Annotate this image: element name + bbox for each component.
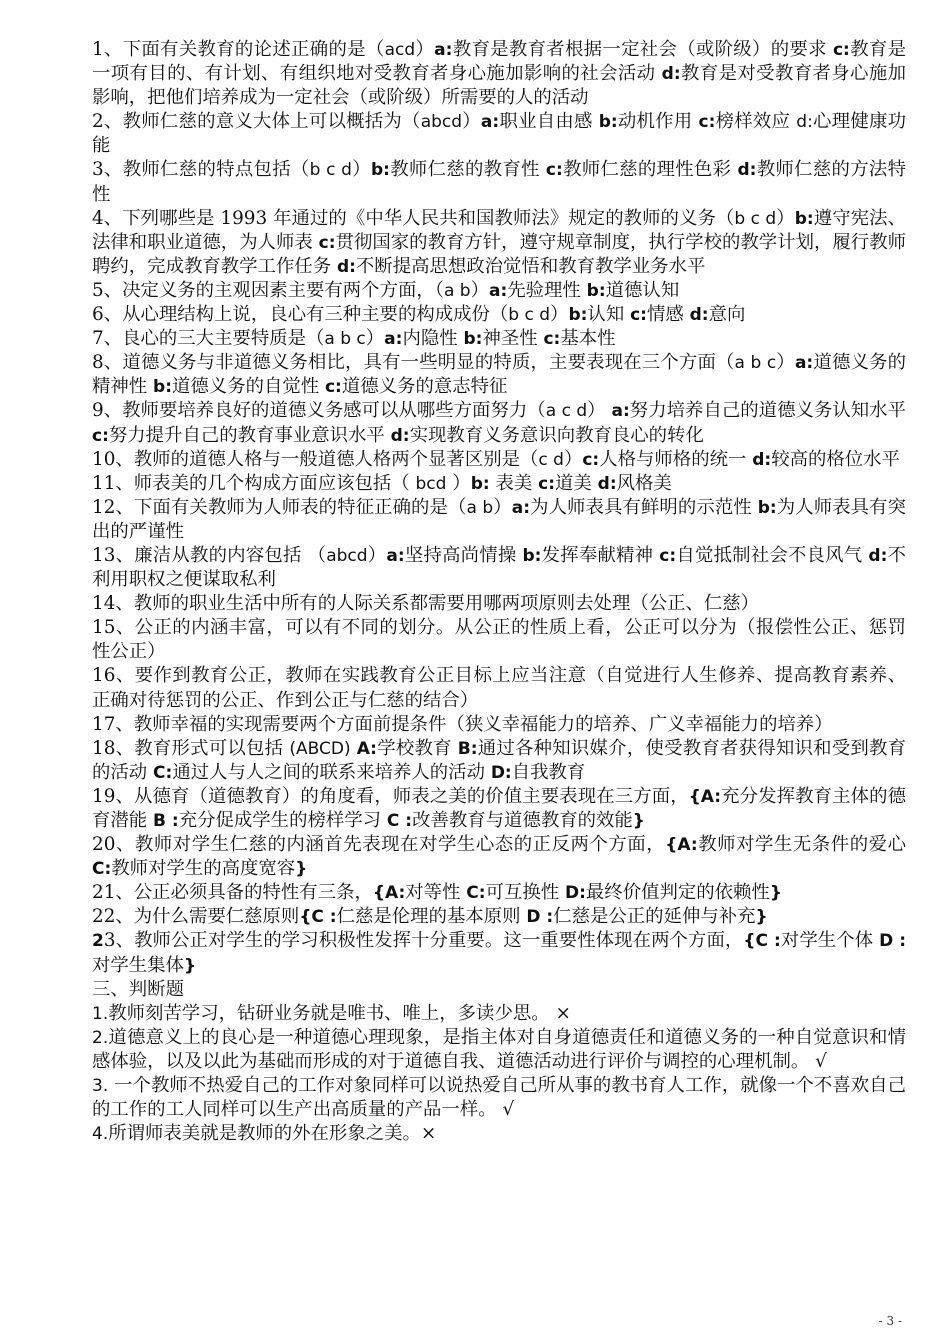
text-segment: } [755,907,768,928]
text-segment: b: [370,160,390,181]
text-segment: d: [689,305,709,326]
question-item [92,1122,906,1146]
question-item [92,38,906,110]
text-segment: b: [598,112,618,133]
text-segment: a: [511,497,531,518]
text-segment: ） [462,111,481,133]
text-segment: 表美 [489,472,539,494]
text-segment: a b c [324,329,366,350]
text-segment: B : [153,811,179,831]
text-segment: abcd [326,545,368,566]
text-segment: a b [443,280,471,301]
text-segment: {A: [665,835,698,856]
question-item [92,785,906,833]
text-segment: b: [757,497,777,518]
text-segment: c: [630,305,647,326]
document-body [92,38,906,1146]
text-segment: 7、良心的三大主要特质是（ [92,328,325,350]
text-segment: b: [153,377,172,398]
text-segment: 4、下列哪些是 1993 年通过的《中华人民共和国教师法》规定的教师的义务（ [92,207,735,229]
question-item [92,544,906,592]
text-segment: 风格美 [616,472,672,494]
text-segment: c: [659,545,677,566]
text-segment: 2. [92,1027,109,1048]
text-segment: ） [367,544,387,566]
text-segment: 认知 [587,304,631,326]
text-segment: 4. [92,1124,109,1145]
page-number: - 3 - [878,1314,902,1328]
text-segment: 17、教师幸福的实现需要两个方面前提条件（狭义幸福能力的培养、广义幸福能力的培养） [92,713,833,735]
text-segment: ） [470,279,489,301]
text-segment: 发挥奉献精神 [541,544,660,566]
text-segment: 15、公正的内涵丰富，可以有不同的划分。从公正的性质上看，公正可以分为（报偿性公正、惩罚性公正） [92,617,906,663]
text-segment: 16、要作到教育公正，教师在实践教育公正目标上应当注意（自觉进行人生修养、提高教育素养、正确对待惩罚的公正、作到公正与仁慈的结合） [92,665,906,711]
text-segment: 道德义务的精神性 [92,352,906,398]
text-segment: 道德义务的自觉性 [172,376,325,398]
text-segment: d: [752,449,772,470]
text-segment: 为人师表具有鲜明的示范性 [530,496,758,518]
text-segment: b c d [734,208,777,229]
question-item [92,351,906,399]
text-segment: d: [661,64,681,85]
text-segment: 先验理性 [507,279,587,301]
text-segment: 教师刻苦学习，钻研业务就是唯书、唯上，多读少思。 × [108,1002,571,1024]
text-segment: 11、师表美的几个构成方面应该包括（ [92,472,416,494]
text-segment: c: [92,425,109,446]
text-segment: 实现教育义务意识向教育良心的转化 [409,424,704,446]
text-segment: 充分促成学生的榜样学习 [178,810,387,831]
text-segment: a: [611,401,630,422]
text-segment: 所谓师表美就是教师的外在形象之美。× [108,1123,437,1145]
question-item [92,1074,906,1122]
text-segment: D: [490,762,512,783]
question-item [92,664,906,712]
text-segment: 22、为什么需要仁慈原则 [92,906,300,928]
text-segment: 2、教师仁慈的意义大体上可以概括为（ [92,111,421,133]
text-segment: 道美 [555,472,598,494]
text-segment: a: [488,280,508,301]
text-segment: b: [522,545,542,566]
question-item [92,327,906,351]
text-segment: } [295,859,308,880]
text-segment: a c d [545,401,588,422]
text-segment: 2 [92,931,104,952]
text-segment: a: [384,329,403,350]
text-segment: 榜样效应 [715,111,797,133]
text-segment: 对学生集体 [92,954,184,976]
text-segment: 3、教师仁慈的特点包括（ [92,159,310,181]
text-segment: D : [879,931,907,952]
text-segment: 对等性 [405,882,467,904]
text-segment: {C : [743,931,781,952]
text-segment: c d [538,449,564,470]
text-segment: a: [480,112,500,133]
text-segment: 不断提高思想政治觉悟和教育教学业务水平 [355,255,706,277]
text-segment: ） [365,328,385,350]
text-segment: 20、教师对学生仁慈的内涵首先表现在对学生心态的正反两个方面， [92,834,666,856]
text-segment: C : [386,811,413,831]
text-segment: B: [457,738,478,759]
text-segment: ） [493,496,512,518]
text-segment: C: [153,762,173,783]
text-segment: 意向 [708,304,746,326]
text-segment: 道德认知 [605,279,680,301]
question-item [92,207,906,279]
question-item [92,616,906,664]
text-segment: c: [545,160,563,181]
question-item [92,448,906,472]
text-segment: 3、教师公正对学生的学习积极性发挥十分重要。这一重要性体现在两个方面， [103,930,744,952]
text-segment: 可互换性 [485,882,565,904]
text-segment: a: [386,545,405,566]
question-item [92,737,906,785]
question-item [92,303,906,327]
text-segment: ） [446,472,471,494]
text-segment: 贯彻国家的教育方针，遵守规章制度，执行学校的教学计划，履行教师聘约，完成教育教学工作任务 [92,231,906,277]
text-segment: 改善教育与道德教育的效能 [412,810,633,831]
text-segment: 为人师表具有突出的严谨性 [92,496,906,542]
text-segment: 教师仁慈的教育性 [389,159,546,181]
text-segment: 职业自由感 [499,111,599,133]
text-segment: C: [92,859,112,880]
text-segment: {C : [299,907,337,928]
text-segment: ） [776,352,795,374]
text-segment: 13、廉洁从教的内容包括 （ [92,544,327,566]
text-segment: a b c [734,353,777,374]
text-segment: 教师仁慈的理性色彩 [562,159,738,181]
text-segment: 不利用职权之便谋取私利 [92,544,906,591]
text-segment: } [769,883,782,904]
text-segment: d: [390,425,410,446]
text-segment: {A: [372,883,406,904]
question-item [92,881,906,905]
question-item [92,978,906,1002]
text-segment: A: [356,738,377,759]
question-item [92,905,906,929]
text-segment: 自我教育 [511,761,586,783]
text-segment: b: [463,329,483,350]
question-item [92,592,906,616]
text-segment: ） [351,159,371,181]
text-segment: D : [526,907,554,928]
text-segment: 内隐性 [402,328,464,350]
text-segment: acd [384,40,416,60]
question-item [92,472,906,496]
text-segment: c: [543,329,561,350]
text-segment: } [632,811,645,831]
text-segment: 1、下面有关教育的论述正确的是（ [92,39,385,60]
text-segment: 1. [92,1003,109,1024]
text-segment: ） [415,39,435,60]
text-segment: 教师仁慈的方法特性 [92,159,906,205]
text-segment: 对学生个体 [780,930,880,952]
text-segment: 充分发挥教育主体的德育潜能 [92,785,906,831]
text-segment: 通过各种知识媒介，使受教育者获得知识和受到教育的活动 [92,737,906,783]
text-segment: abcd [420,112,463,133]
text-segment: 教育是教育者根据一定社会（或阶级）的要求 [452,39,833,60]
text-segment: ） [587,400,612,422]
text-segment: c: [324,377,342,398]
text-segment: } [183,955,197,976]
text-segment: 教师对学生无条件的爱心 [697,834,906,856]
text-segment: ） [776,207,795,229]
text-segment: 通过人与人之间的联系来培养人的活动 [172,761,491,783]
text-segment: 人格与师格的统一 [599,448,753,470]
text-segment: c: [698,112,716,133]
text-segment: C: [466,883,486,904]
question-item [92,1002,906,1026]
text-segment: 最终价值判定的依赖性 [585,882,770,904]
text-segment: b: [568,305,588,326]
text-segment: 14、教师的职业生活中所有的人际关系都需要用哪两项原则去处理（公正、仁慈） [92,593,760,615]
text-segment: 10、教师的道德人格与一般道德人格两个显著区别是（ [92,448,539,470]
text-segment: c: [538,473,556,494]
text-segment: 3. [92,1076,109,1097]
text-segment: 坚持高尚情操 [404,544,523,566]
text-segment: a: [434,40,453,60]
text-segment: 学校教育 [376,737,458,759]
text-segment: 一个教师不热爱自己的工作对象同样可以说热爱自己所从事的教书育人工作，就像一个不喜欢自己的工作的工人同样可以生产出高质量的产品一样。 √ [92,1075,906,1121]
text-segment: 情感 [646,304,690,326]
text-segment: 教育是一项有目的、有计划、有组织地对受教育者身心施加影响的社会活动 [92,39,906,85]
text-segment: 18、教育形式可以包括 [92,737,290,759]
text-segment: b: [586,280,606,301]
question-item [92,158,906,206]
text-segment: d: [737,160,757,181]
question-item [92,496,906,544]
text-segment: (ABCD) [289,738,351,759]
text-segment: b: [470,473,490,494]
text-segment: 19、从德育（道德教育）的角度看，师表之美的价值主要表现在三方面， [92,785,689,807]
question-item [92,399,906,447]
text-segment: 道德义务的意志特征 [341,376,508,398]
text-segment: 5、决定义务的主观因素主要有两个方面，（ [92,279,444,301]
text-segment: 21、公正必须具备的特性有三条， [92,882,373,904]
text-segment: ） [563,448,583,470]
text-segment: 6、从心理结构上说，良心有三种主要的构成成份（ [92,304,509,326]
text-segment: a b [466,497,494,518]
text-segment: c: [582,449,600,470]
text-segment: d: [796,112,813,133]
text-segment: 12、下面有关教师为人师表的特征正确的是（ [92,496,467,518]
question-item [92,110,906,158]
text-segment: 9、教师要培养良好的道德义务感可以从哪些方面努力（ [92,400,546,422]
text-segment: b c d [508,305,551,326]
text-segment: 努力提升自己的教育事业意识水平 [108,424,391,446]
text-segment: 仁慈是公正的延伸与补充 [553,906,756,928]
text-segment: 心理健康功能 [92,111,906,157]
question-item [92,929,906,977]
text-segment: 教育是对受教育者身心施加影响，把他们培养成为一定社会（或阶级）所需要的人的活动 [92,63,906,109]
text-segment: 教师对学生的高度宽容 [111,858,296,880]
text-segment: 三、判断题 [92,978,184,1000]
text-segment: 道德意义上的良心是一种道德心理现象，是指主体对自身道德责任和道德义务的一种自觉意识和情感体验，以及以此为基础而形成的对于道德自我、道德活动进行评价与调控的心理机制。 √ [92,1026,906,1072]
text-segment: c: [318,232,336,253]
question-item [92,279,906,303]
text-segment: d: [336,256,356,277]
text-segment: 较高的格位水平 [771,448,900,470]
text-segment: 遵守宪法、法律和职业道德，为人师表 [92,207,906,253]
text-segment: D: [564,883,586,904]
text-segment: 努力培养自己的道德义务认知水平 [629,400,906,422]
text-segment: ） [550,304,569,326]
text-segment: a: [794,353,814,374]
text-segment: d: [868,545,888,566]
text-segment: 基本性 [560,328,616,350]
text-segment: 8、道德义务与非道德义务相比，具有一些明显的特质，主要表现在三个方面（ [92,352,735,374]
text-segment: b: [794,208,814,229]
text-segment: b c d [309,160,352,181]
text-segment: {A: [688,786,722,807]
text-segment: 动机作用 [617,111,699,133]
question-item [92,833,906,881]
text-segment: d: [597,473,617,494]
text-segment: 仁慈是伦理的基本原则 [336,906,527,928]
question-item [92,713,906,737]
text-segment: 神圣性 [482,328,544,350]
text-segment: c: [832,40,850,60]
text-segment: bcd [415,473,447,494]
text-segment: 自觉抵制社会不良风气 [676,544,869,566]
question-item [92,1026,906,1074]
